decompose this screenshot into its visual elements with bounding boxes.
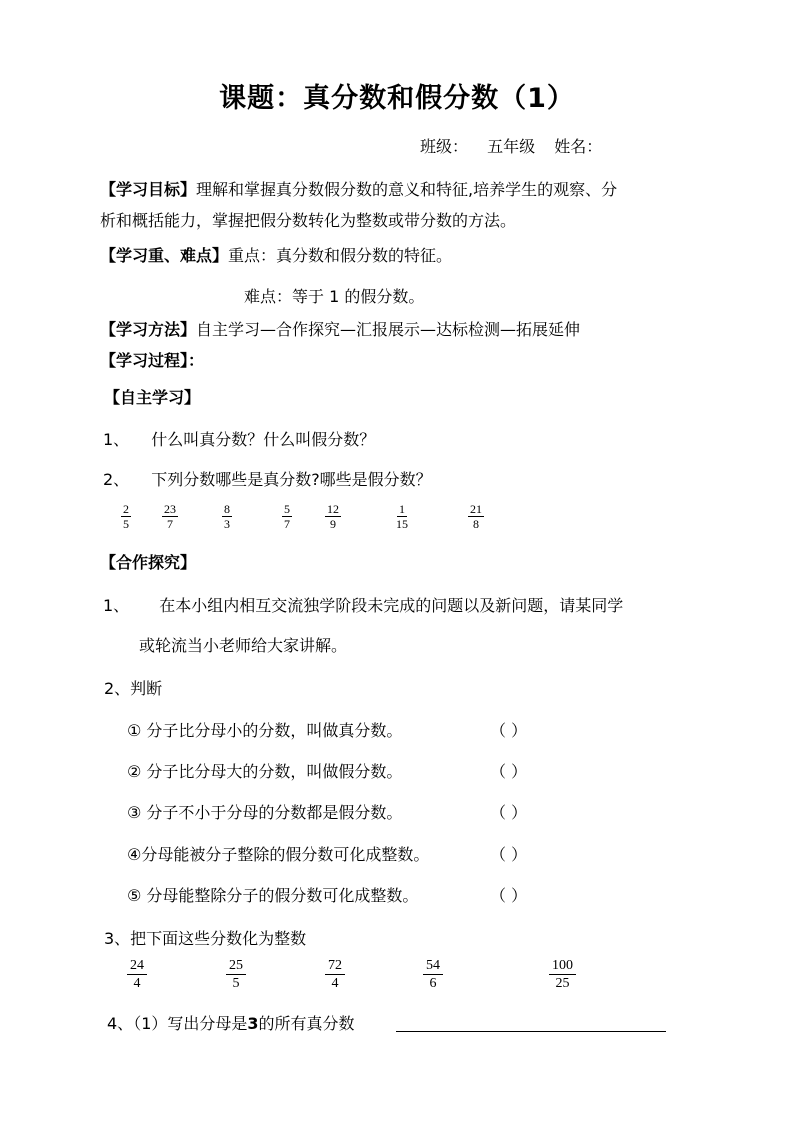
coop-q1-text-2: 或轮流当小老师给大家讲解。 <box>139 636 348 655</box>
goals-text-1: 理解和掌握真分数假分数的意义和特征,培养学生的观察、分 <box>196 180 618 199</box>
q1-number: 1、 <box>103 430 130 449</box>
fraction: $\frac{24}{4}$ <box>127 958 147 992</box>
fraction: $\frac{21}{8}$ <box>470 502 482 531</box>
class-value: 五年级 <box>487 137 536 156</box>
judgement-answer-3[interactable]: （ ） <box>490 803 528 822</box>
q1-text: 什么叫真分数？什么叫假分数？ <box>151 430 376 449</box>
judgement-item-2: ② 分子比分母大的分数，叫做假分数。 <box>127 762 403 781</box>
coop-q4-number: 4、 <box>107 1014 134 1033</box>
coop-q3-label: 3、把下面这些分数化为整数 <box>104 929 307 948</box>
judgement-item-3: ③ 分子不小于分母的分数都是假分数。 <box>127 803 403 822</box>
name-label: 姓名： <box>554 137 603 156</box>
q2-text: 下列分数哪些是真分数?哪些是假分数？ <box>151 470 432 489</box>
goals-text-2: 析和概括能力，掌握把假分数转化为整数或带分数的方法。 <box>100 211 517 230</box>
key-points-line <box>100 246 452 266</box>
fraction: $\frac{100}{25}$ <box>549 958 576 992</box>
judgement-answer-4[interactable]: （ ） <box>490 845 528 864</box>
page-title: 课题：真分数和假分数（1） <box>219 83 575 114</box>
process-label: 【学习过程】： <box>100 351 205 370</box>
methods-line <box>100 320 580 340</box>
judgement-answer-2[interactable]: （ ） <box>490 762 528 781</box>
methods-label: 【学习方法】 <box>100 320 197 339</box>
judgement-item-1: ① 分子比分母小的分数，叫做真分数。 <box>127 721 403 740</box>
self-study-label: 【自主学习】 <box>104 388 201 407</box>
coop-q4-text-2: 的所有真分数 <box>258 1014 355 1033</box>
key-points-label: 【学习重、难点】 <box>100 246 229 265</box>
goals-line-1 <box>100 180 617 200</box>
judgement-item-4: ④分母能被分子整除的假分数可化成整数。 <box>127 845 430 864</box>
fraction: $\frac{54}{6}$ <box>423 958 443 992</box>
q2-number: 2、 <box>103 470 130 489</box>
fraction: $\frac{8}{3}$ <box>224 502 230 531</box>
coop-label: 【合作探究】 <box>100 553 197 572</box>
class-name-header <box>420 137 602 157</box>
key-points-text: 重点：真分数和假分数的特征。 <box>228 246 453 265</box>
answer-blank-line[interactable] <box>396 1031 666 1032</box>
fraction: $\frac{5}{7}$ <box>284 502 290 531</box>
class-label: 班级： <box>420 137 469 156</box>
fraction: $\frac{1}{15}$ <box>396 502 408 531</box>
judgement-answer-5[interactable]: （ ） <box>490 886 528 905</box>
goals-label: 【学习目标】 <box>100 180 197 199</box>
self-study-q2 <box>103 470 432 490</box>
coop-q4-text-1: （1）写出分母是 <box>133 1014 248 1033</box>
judgement-item-5: ⑤ 分母能整除分子的假分数可化成整数。 <box>127 886 419 905</box>
coop-q1-line-1 <box>103 596 623 616</box>
methods-text: 自主学习—合作探究—汇报展示—达标检测—拓展延伸 <box>196 320 581 339</box>
fraction: $\frac{23}{7}$ <box>164 502 176 531</box>
coop-q4-line <box>107 1014 355 1034</box>
fraction: $\frac{2}{5}$ <box>123 502 129 531</box>
judgement-answer-1[interactable]: （ ） <box>490 721 528 740</box>
coop-q1-number: 1、 <box>103 596 130 615</box>
self-study-q1 <box>103 430 375 450</box>
coop-q1-text-1: 在本小组内相互交流独学阶段未完成的问题以及新问题，请某同学 <box>159 596 624 615</box>
fraction: $\frac{12}{9}$ <box>327 502 339 531</box>
coop-q2-label: 2、判断 <box>104 679 163 698</box>
difficulty-text: 难点：等于 1 的假分数。 <box>244 287 425 306</box>
coop-q4-denominator: 3 <box>247 1014 259 1033</box>
fraction: $\frac{25}{5}$ <box>226 958 246 992</box>
fraction: $\frac{72}{4}$ <box>325 958 345 992</box>
